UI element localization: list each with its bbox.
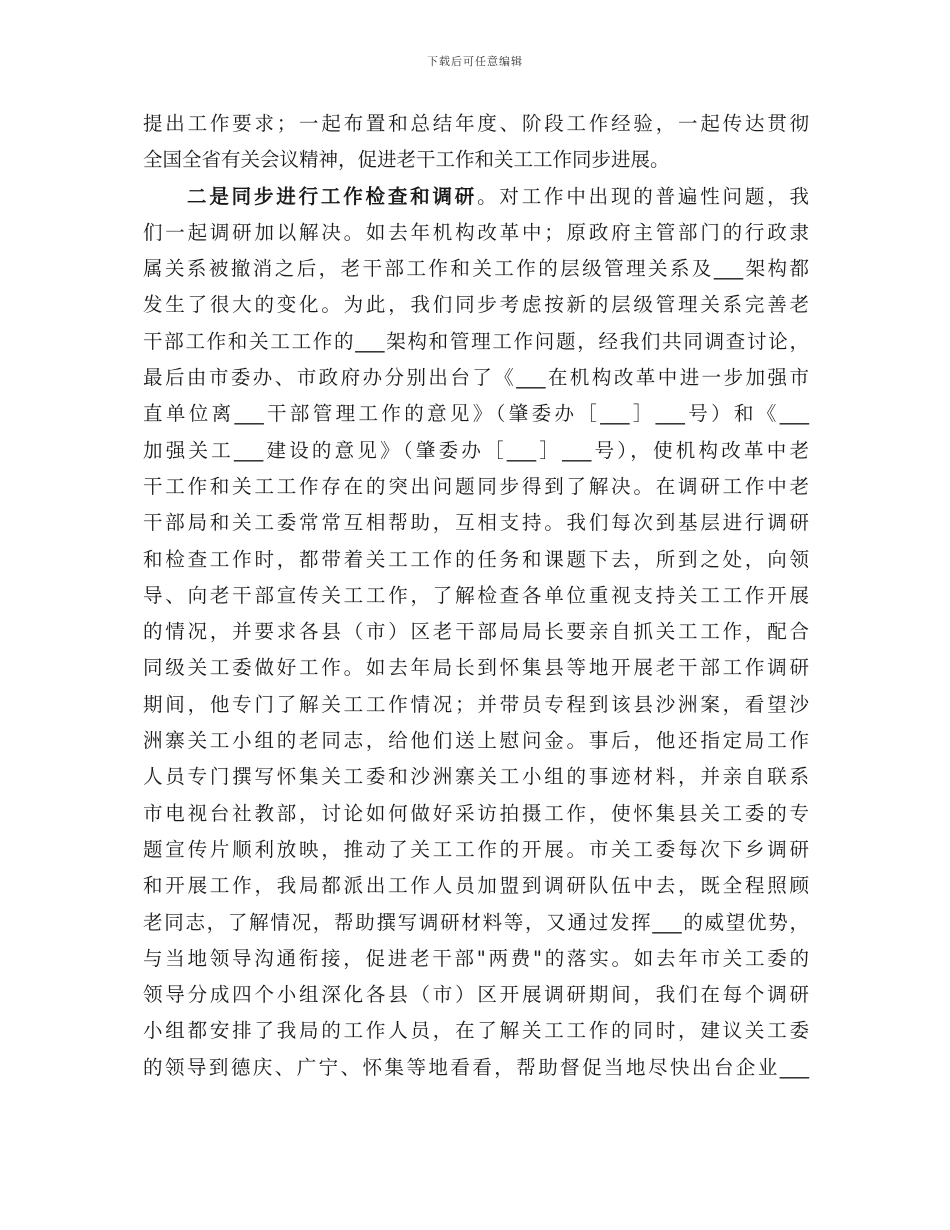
text-line: 直单位离___干部管理工作的意见》（肇委办［___］___号）和《___ [143,402,809,426]
paragraph-1 [143,106,809,179]
lead-text: 。对工作中出现的普遍性问题，我 [477,184,809,208]
text-line: 老同志，了解情况，帮助撰写调研材料等，又通过发挥___的威望优势， [143,910,809,934]
text-line: 干工作和关工工作存在的突出问题同步得到了解决。在调研工作中老 [143,474,809,498]
text-line-lead [143,179,809,215]
text-line: 洲寨关工小组的老同志，给他们送上慰问金。事后，他还指定局工作 [143,729,809,753]
text-line: 领导分成四个小组深化各县（市）区开展调研期间，我们在每个调研 [143,983,809,1007]
text-line: 提出工作要求；一起布置和总结年度、阶段工作经验，一起传达贯彻 [143,112,809,135]
text-line: 人员专门撰写怀集关工委和沙洲寨关工小组的事迹材料，并亲自联系 [143,765,809,789]
text-line: 与当地领导沟通衔接，促进老干部"两费"的落实。如去年市关工委的 [143,946,809,970]
text-line: 加强关工___建设的意见》（肇委办［___］___号），使机构改革中老 [143,438,809,462]
text-line: 属关系被撤消之后，老干部工作和关工作的层级管理关系及___架构都 [143,257,809,281]
text-line: 同级关工委做好工作。如去年局长到怀集县等地开展老干部工作调研 [143,656,809,680]
document-body [143,106,809,1086]
text-line: 题宣传片顺利放映，推动了关工工作的开展。市关工委每次下乡调研 [143,837,809,861]
text-line: 的情况，并要求各县（市）区老干部局局长要亲自抓关工工作，配合 [143,620,809,644]
page-header: 下载后可任意编辑 [427,55,523,68]
text-line: 的领导到德庆、广宁、怀集等地看看，帮助督促当地尽快出台企业___ [143,1055,809,1079]
text-line: 和检查工作时，都带着关工工作的任务和课题下去，所到之处，向领 [143,547,809,571]
text-line: 市电视台社教部，讨论如何做好采访拍摄工作，使怀集县关工委的专 [143,801,809,825]
text-line: 期间，他专门了解关工工作情况；并带员专程到该县沙洲案，看望沙 [143,692,809,716]
text-line: 最后由市委办、市政府办分别出台了《___在机构改革中进一步加强市 [143,366,809,390]
text-line: 干部工作和关工工作的___架构和管理工作问题，经我们共同调查讨论， [143,329,809,353]
text-line: 干部局和关工委常常互相帮助，互相支持。我们每次到基层进行调研 [143,511,809,535]
text-line: 和开展工作，我局都派出工作人员加盟到调研队伍中去，既全程照顾 [143,874,809,898]
paragraph-2 [143,179,809,1086]
text-line: 导、向老干部宣传关工工作，了解检查各单位重视支持关工工作开展 [143,583,809,607]
text-line: 发生了很大的变化。为此，我们同步考虑按新的层级管理关系完善老 [143,293,809,317]
text-line: 全国全省有关会议精神，促进老干工作和关工工作同步进展。 [143,148,670,172]
text-line: 们一起调研加以解决。如去年机构改革中；原政府主管部门的行政隶 [143,220,809,244]
section-heading: 二是同步进行工作检查和调研 [187,184,478,208]
text-line: 小组都安排了我局的工作人员，在了解关工工作的同时，建议关工委 [143,1019,809,1043]
